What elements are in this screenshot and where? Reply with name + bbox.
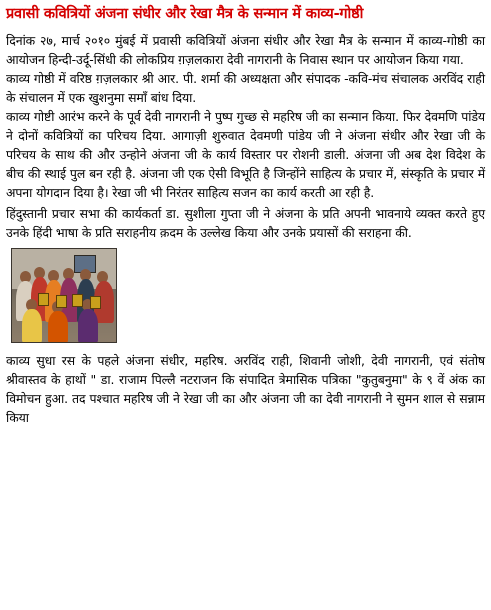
paragraph-magazine-release: काव्य सुधा रस के पहले अंजना संधीर, महरिष. अरविंद राही, शिवानी जोशी, देवी नागरानी, एवं संतोष श्रीवास्तव के हाथों " डा. राजाम पिल्लै नटराजन कि संपादित त्रेमासिक पत्रिका "कुतुबनुमा" के ९ वें अंक का विमोचन हुआ. तद पश्चात महरिष जी ने रेखा जी का और अंजना जी का देवी नागरानी ने सुमन शाल से सन्नाम किया xyxy=(6,353,485,425)
paragraph-presidency: काव्य गोष्ठी में वरिष्ठ ग़ज़लकार श्री आर. पी. शर्मा की अध्यक्षता और संपादक -कवि-मंच संचालक अरविंद राही के संचालन में एक खुशनुमा समाँ बांध दिया. xyxy=(6,71,485,105)
paragraph-event-intro: दिनांक २७, मार्च २०१० मुंबई में प्रवासी कवित्रियों अंजना संधीर और रेखा मैत्र के सन्मान में काव्य-गोष्ठी का आयोजन हिन्दी-उर्दू-सिंधी की लोकप्रिय ग़ज़लकारा देवी नागरानी के निवास स्थान पर आयोजन किया गया. xyxy=(6,33,485,67)
article-headline: प्रवासी कवित्रियों अंजना संधीर और रेखा मैत्र के सन्मान में काव्य-गोष्ठी xyxy=(6,6,364,22)
event-group-photo xyxy=(11,248,117,343)
paragraph-introductions: काव्य गोष्टी आरंभ करने के पूर्व देवी नागरानी ने पुष्प गुच्छ से महरिष जी का सन्मान किया. फिर देवमणि पांडेय ने दोनों कवित्रियों का परिचय दिया. आगाज़ी शुरुवात देवमणी पांडेय जी ने अंजना संधीर और रेखा जी के परिचय के साथ की और उन्होने अंजना जी के कार्य विस्तार पर रोशनी डाली. अंजना जी अब देश विदेश के बीच की स्थाई पुल बन रही है. अंजना जी एक ऐसी विभूति है जिन्होंने साहित्य के प्रचार में, संस्कृति के प्रचार में अपना योगदान दिया है। रेखा जी भी निरंतर साहित्य सजन का कार्य करती आ रही है. xyxy=(6,109,485,200)
paragraph-sushila-gupta: हिंदुस्तानी प्रचार सभा की कार्यकर्ता डा. सुशीला गुप्ता जी ने अंजना के प्रति अपनी भावनाये व्यक्त करते हुए उनके हिंदी भाषा के प्रति सराहनीय क़दम के उल्लेख किया और उनके प्रयासों की सराहना की. xyxy=(6,206,485,240)
